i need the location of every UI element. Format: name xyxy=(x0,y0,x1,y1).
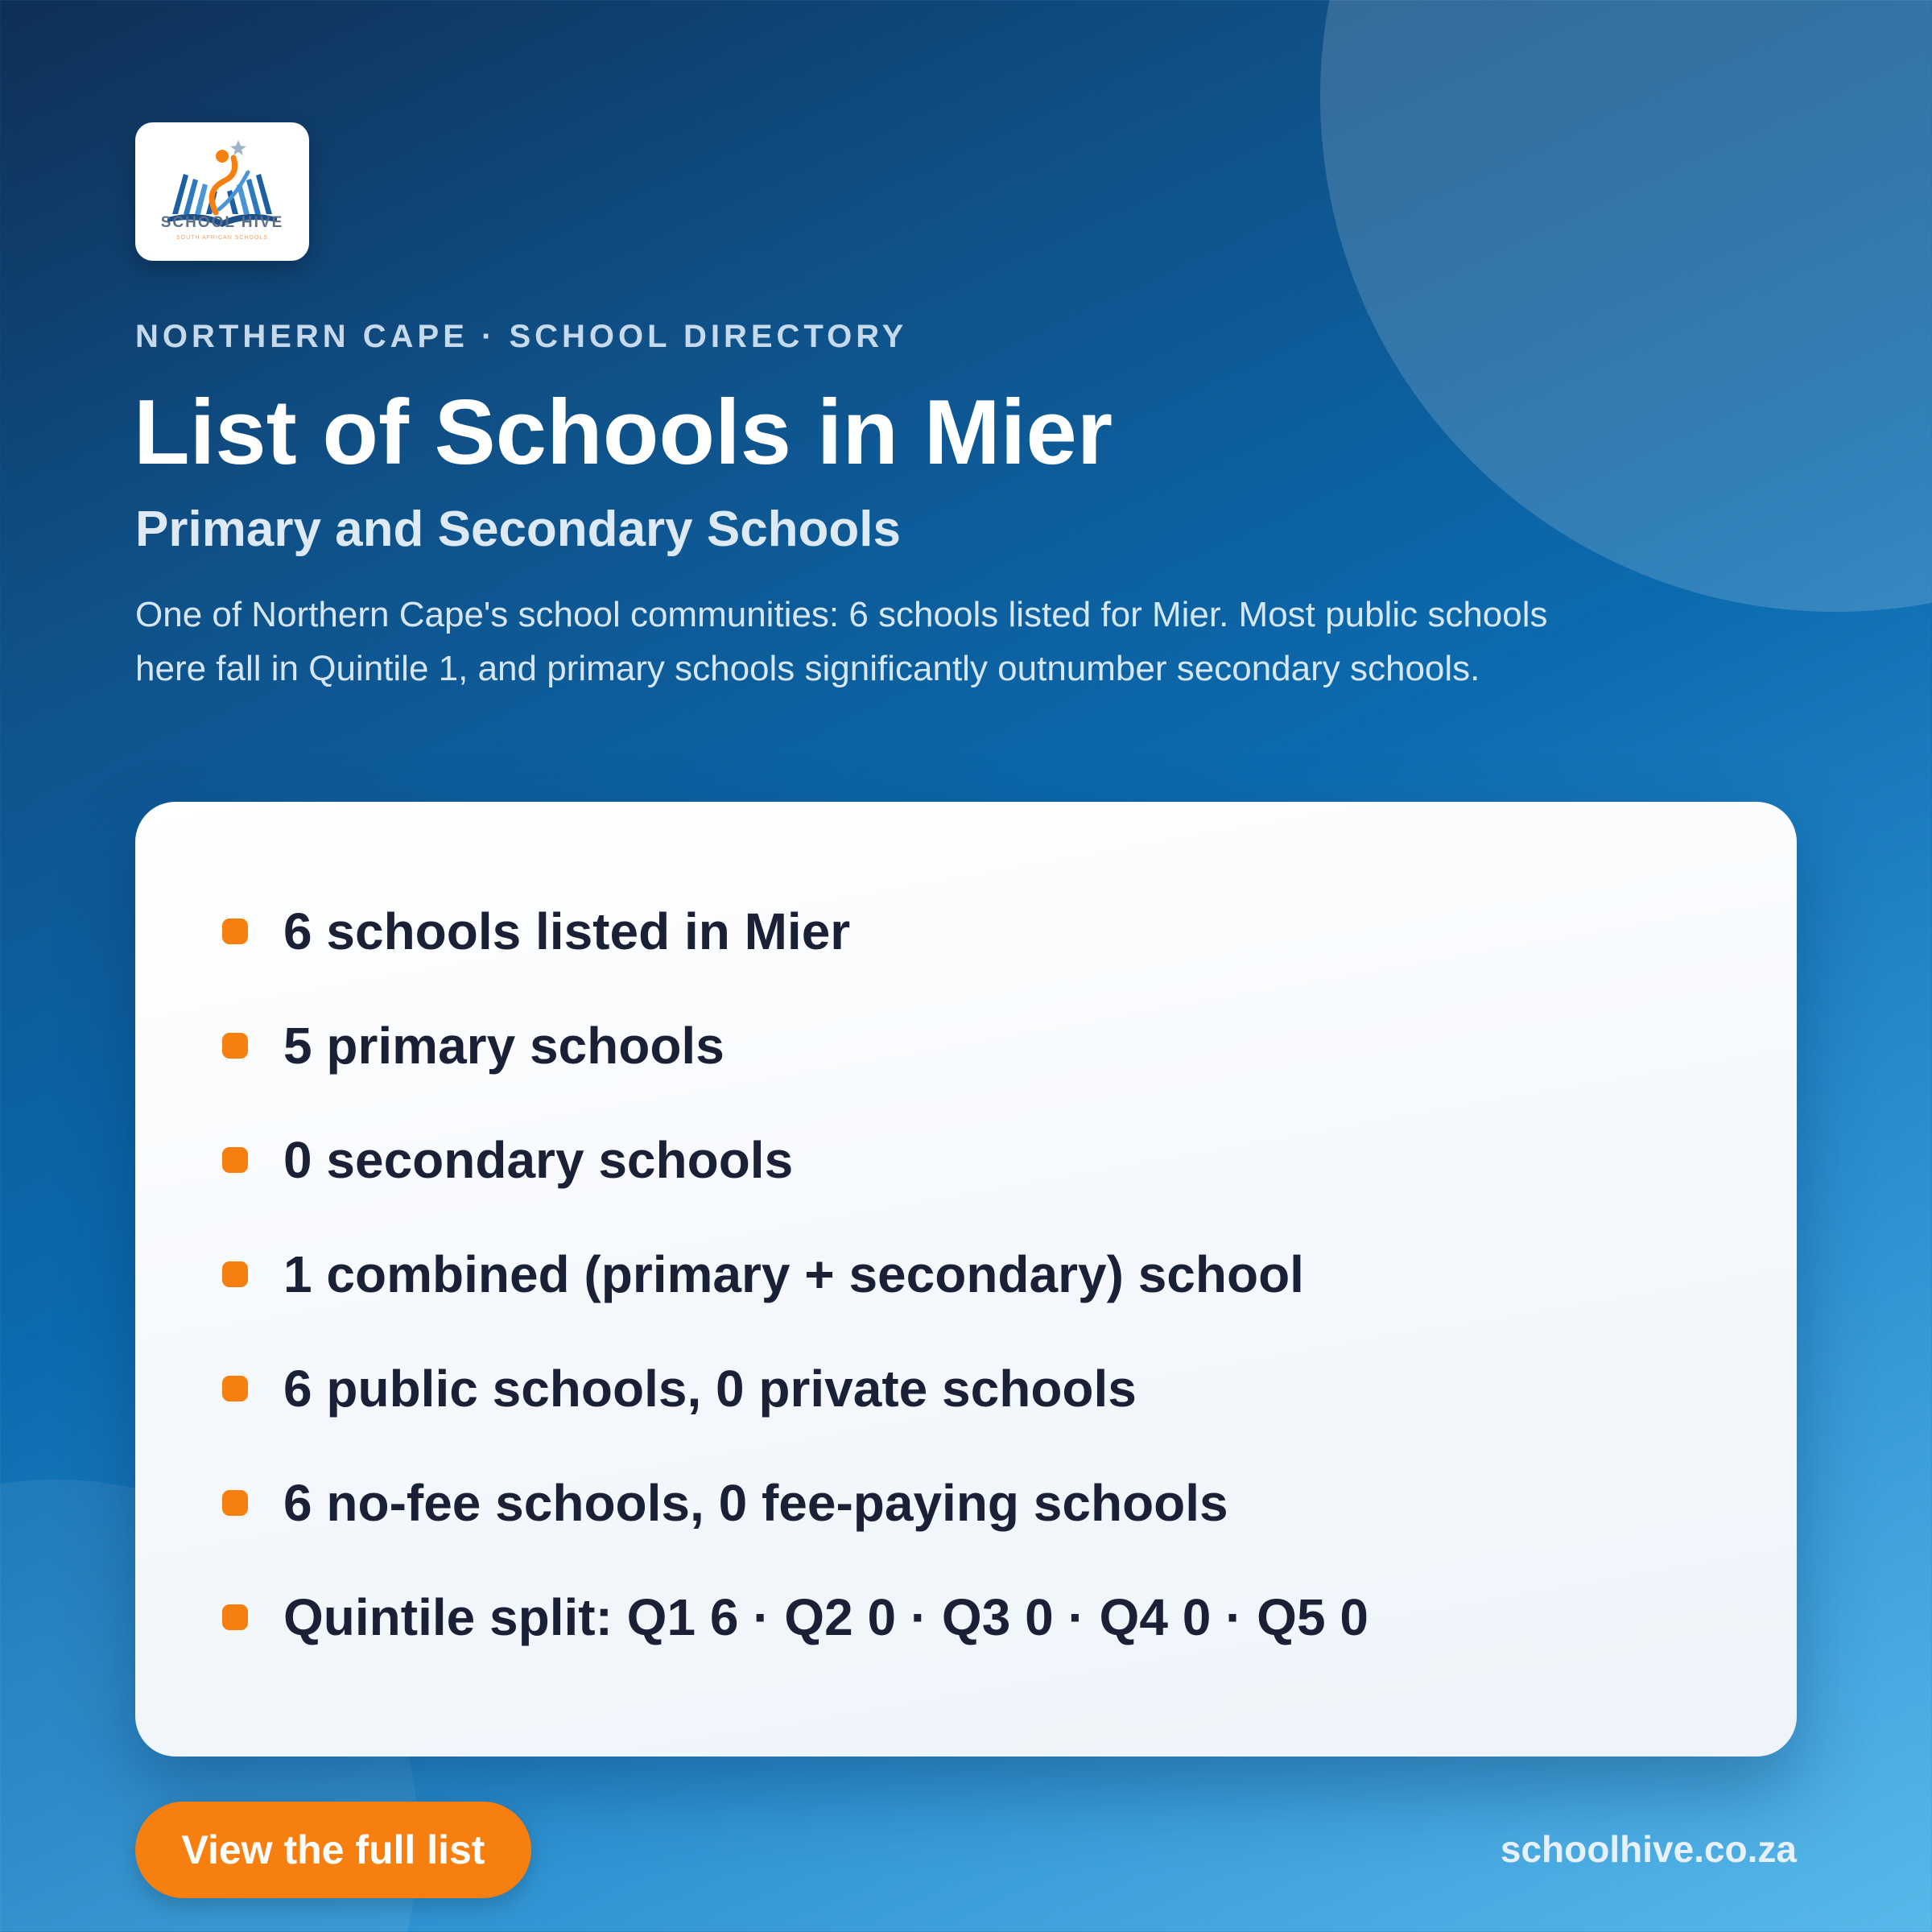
fact-item xyxy=(222,1446,1368,1560)
fact-item xyxy=(222,1103,1368,1217)
page-title: List of Schools in Mier xyxy=(134,382,1113,484)
site-url[interactable]: schoolhive.co.za xyxy=(1500,1828,1797,1870)
fact-text: Quintile split: Q1 6 · Q2 0 · Q3 0 · Q4 0 · Q5 0 xyxy=(283,1588,1368,1646)
logo-tagline: SOUTH AFRICAN SCHOOLS xyxy=(176,235,268,241)
bullet-icon xyxy=(222,1604,248,1630)
bullet-icon xyxy=(222,919,248,944)
fact-item xyxy=(222,1217,1368,1331)
bullet-icon xyxy=(222,1033,248,1059)
fact-text: 6 no-fee schools, 0 fee-paying schools xyxy=(283,1474,1228,1532)
bullet-icon xyxy=(222,1376,248,1402)
view-full-list-button[interactable]: View the full list xyxy=(135,1802,531,1898)
fact-text: 6 public schools, 0 private schools xyxy=(283,1360,1137,1418)
fact-text: 6 schools listed in Mier xyxy=(283,902,851,960)
facts-list xyxy=(222,874,1368,1674)
fact-item xyxy=(222,989,1368,1103)
intro-paragraph: One of Northern Cape's school communities: 6 schools listed for Mier. Most public schools here fall in Quintile 1, and primary schools significantly outnumber secondary schools. xyxy=(135,595,1548,688)
logo-wordmark: SCHOOL HIVE xyxy=(160,214,284,231)
fact-text: 1 combined (primary + secondary) school xyxy=(283,1245,1304,1303)
fact-item xyxy=(222,1560,1368,1674)
region-eyebrow: NORTHERN CAPE · SCHOOL DIRECTORY xyxy=(135,319,908,354)
bullet-icon xyxy=(222,1490,248,1516)
fact-item xyxy=(222,1331,1368,1446)
fact-item xyxy=(222,874,1368,989)
bullet-icon xyxy=(222,1261,248,1287)
fact-text: 5 primary schools xyxy=(283,1017,724,1075)
school-hive-logo xyxy=(135,122,309,261)
decorative-circle-top xyxy=(1320,0,1932,612)
facts-card xyxy=(135,802,1797,1757)
bullet-icon xyxy=(222,1147,248,1173)
fact-text: 0 secondary schools xyxy=(283,1131,794,1189)
page-subtitle: Primary and Secondary Schools xyxy=(135,502,902,557)
